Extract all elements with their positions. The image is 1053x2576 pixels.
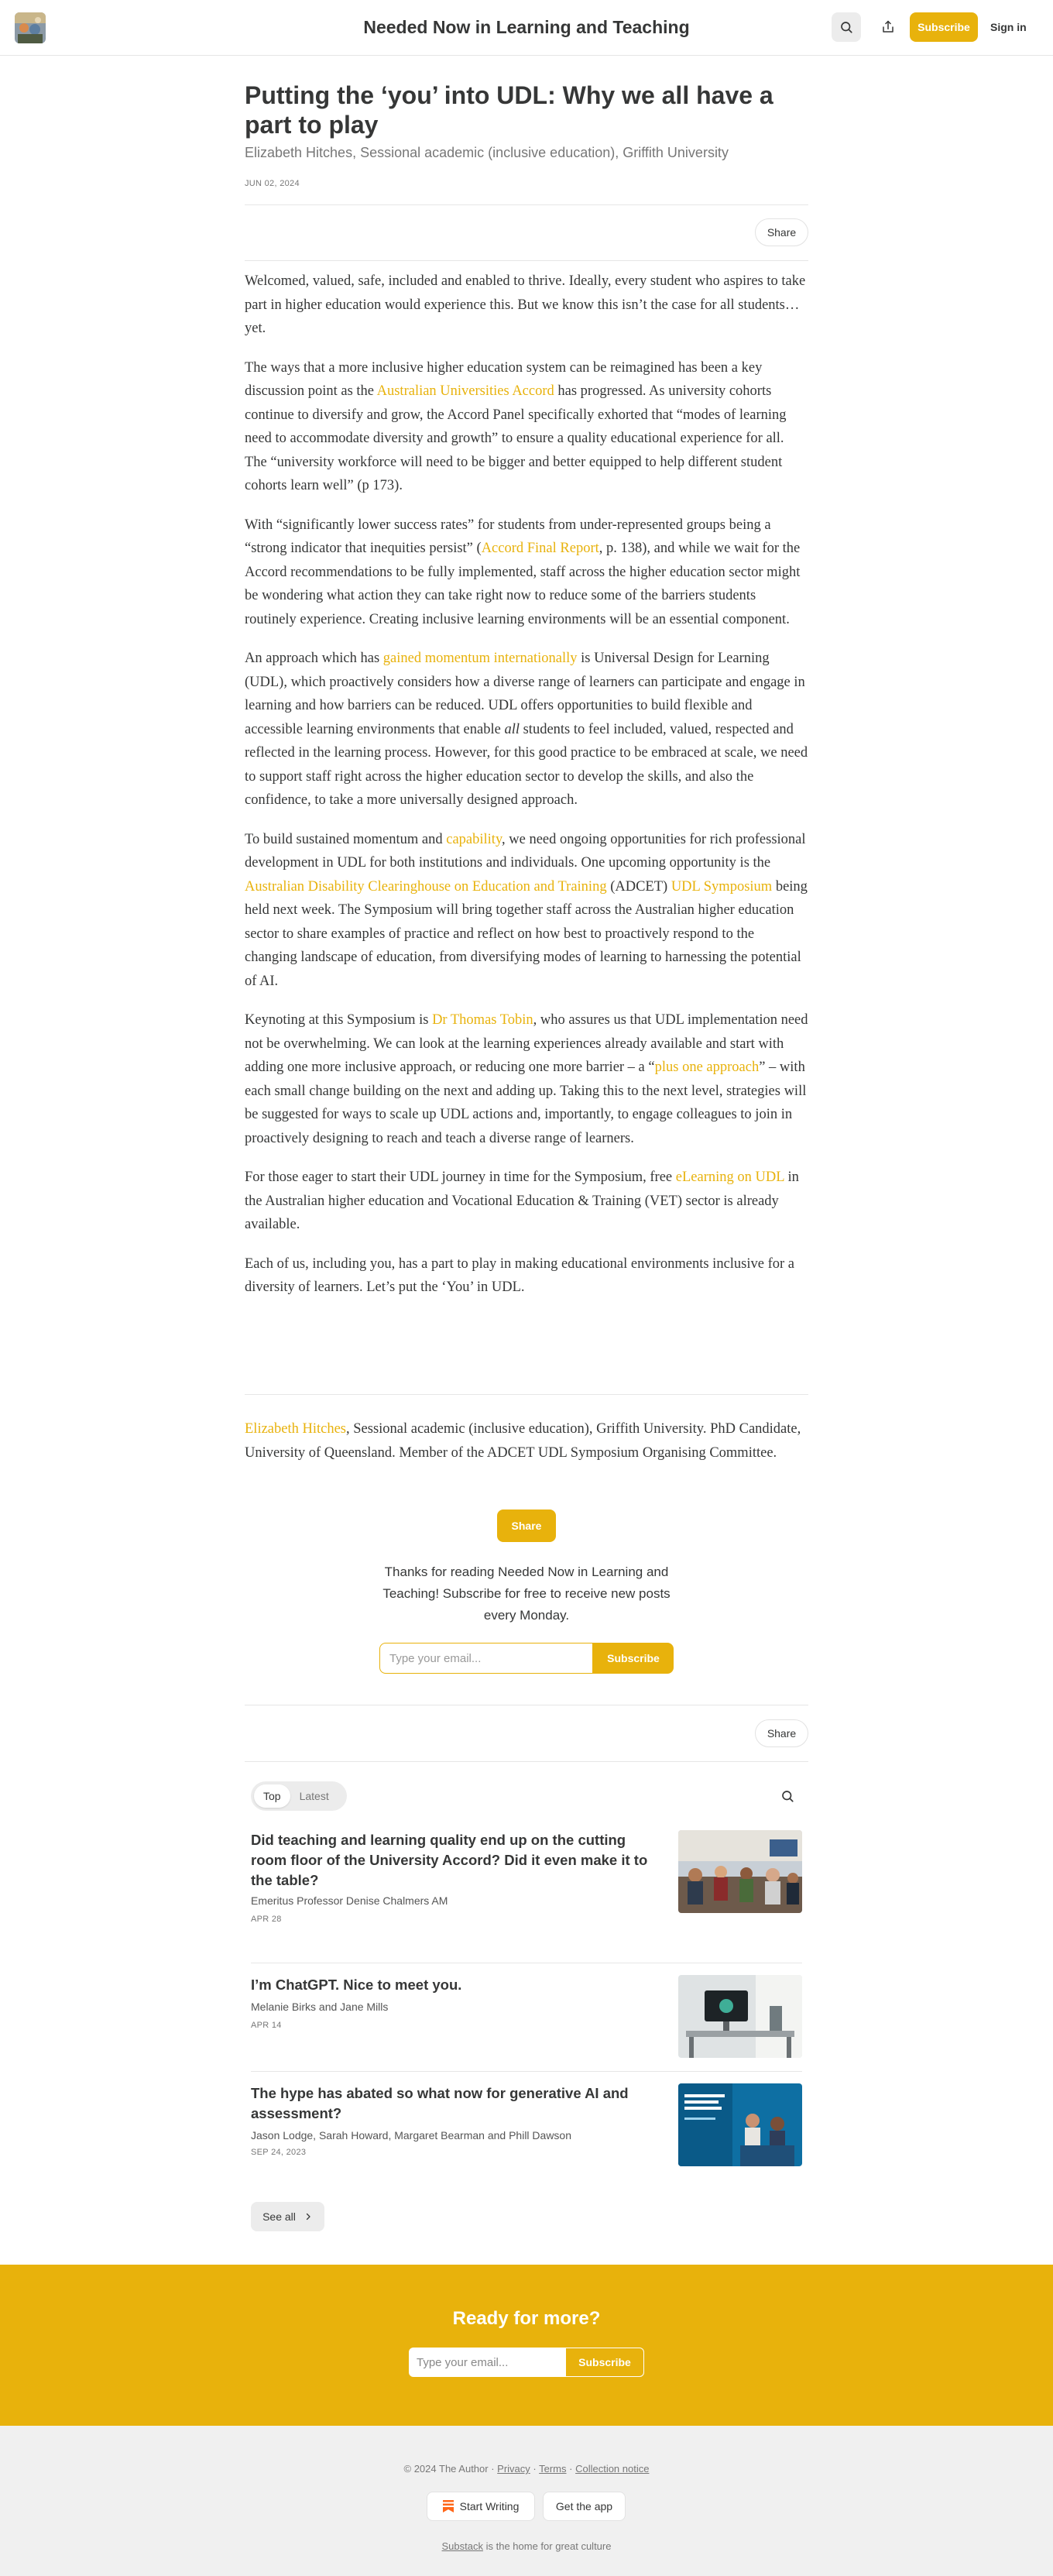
collection-notice-link[interactable]: Collection notice: [575, 2463, 650, 2475]
post-item-date: APR 28: [251, 1915, 282, 1924]
footer-links: © 2024 The Author · Privacy · Terms · Collection notice: [403, 2463, 650, 2475]
ready-for-more-banner: [0, 2265, 1053, 2426]
archive-share-button[interactable]: Share: [755, 1719, 808, 1747]
author-note: Elizabeth Hitches, Sessional academic (inclusive education), Griffith University. PhD Candidate, University of Queensland. Member of the ADCET UDL Symposium Organising Committee.: [245, 1421, 801, 1461]
footer-tagline: Substack is the home for great culture: [441, 2540, 612, 2552]
ready-subscribe-form: [409, 2348, 644, 2377]
subscribe-form: [379, 1643, 674, 1674]
archive-search-button[interactable]: [774, 1783, 801, 1809]
sign-in-link[interactable]: Sign in: [990, 21, 1027, 33]
get-the-app-button[interactable]: Get the app: [543, 2492, 626, 2521]
substack-icon: [443, 2500, 454, 2512]
post-body: [245, 270, 808, 1315]
see-all-button[interactable]: [251, 2202, 324, 2231]
post-item-date: SEP 24, 2023: [251, 2148, 307, 2157]
email-subscribe-button[interactable]: Subscribe: [593, 1643, 674, 1674]
search-icon: [839, 20, 853, 34]
subscribe-prompt: Thanks for reading Needed Now in Learning and Teaching! Subscribe for free to receive new posts every Monday.: [382, 1564, 671, 1623]
list-item[interactable]: [251, 2083, 802, 2166]
link-australian-universities-accord[interactable]: Australian Universities Accord: [376, 383, 554, 399]
paragraph: To build sustained momentum and capability, we need ongoing opportunities for rich professional development in UDL for both institutions and individuals. One upcoming opportunity is the Australian Disability Clearinghouse on Education and Training (ADCET) UDL Symposium being held next week. The Symposium will bring together staff across the Australian higher education sector to share examples of practice and reflect on how best to proactively respond to the changing landscape of education, from diversifying modes of learning to harnessing the potential of AI.: [245, 831, 808, 989]
link-udl-symposium[interactable]: UDL Symposium: [671, 878, 773, 895]
paragraph: An approach which has gained momentum internationally is Universal Design for Learning (UDL), which proactively considers how a diverse range of learners can participate and engage in learning and how barriers can be reduced. UDL offers opportunities to build flexible and accessible learning environments that enable all students to feel included, valued, respected and reflected in the learning process. However, for this good practice to be embraced at scale, we need to support staff right across the higher education sector to develop the skills, and also the confidence, to take a more universally designed approach.: [245, 651, 808, 808]
link-thomas-tobin[interactable]: Dr Thomas Tobin: [432, 1012, 533, 1028]
post-item-thumbnail[interactable]: [678, 1975, 802, 2058]
archive-tabs: [251, 1781, 347, 1811]
post-item-author: Emeritus Professor Denise Chalmers AM: [251, 1894, 448, 1907]
search-icon: [780, 1789, 794, 1803]
privacy-link[interactable]: Privacy: [497, 2463, 530, 2475]
footer: [0, 2426, 1053, 2576]
list-item[interactable]: [251, 1975, 802, 2058]
subscribe-button[interactable]: Subscribe: [910, 12, 978, 42]
paragraph: With “significantly lower success rates” for students from under-represented groups being a “strong indicator that inequities persist” (Accord Final Report, p. 138), and while we wait for the Accord recommendations to be fully implemented, staff across the higher education sector might be wondering what action they can take right now to reduce some of the barriers students routinely experience. Creating inclusive learning environments will be an essential component.: [245, 517, 801, 627]
copyright: © 2024 The Author: [403, 2463, 489, 2475]
post-subtitle: Elizabeth Hitches, Sessional academic (inclusive education), Griffith University: [245, 145, 729, 160]
start-writing-button[interactable]: [427, 2492, 535, 2521]
post-item-title[interactable]: Did teaching and learning quality end up on the cutting room floor of the University Accord? Did it even make it to the table?: [251, 1832, 648, 1888]
post-item-title[interactable]: The hype has abated so what now for generative AI and assessment?: [251, 2085, 629, 2121]
link-gained-momentum[interactable]: gained momentum internationally: [382, 651, 578, 666]
paragraph: For those eager to start their UDL journey in time for the Symposium, free eLearning on UDL in the Australian higher education and Vocational Education & Training (VET) sector is already available.: [245, 1170, 799, 1232]
divider: [245, 1394, 808, 1395]
divider: [245, 260, 808, 261]
share-button-primary[interactable]: Share: [497, 1510, 556, 1542]
post-share-button[interactable]: Share: [755, 218, 808, 246]
post-title: Putting the ‘you’ into UDL: Why we all have a part to play: [245, 81, 773, 139]
link-elearning-udl[interactable]: eLearning on UDL: [675, 1170, 784, 1185]
search-button[interactable]: [832, 12, 861, 42]
see-all-label: See all: [262, 2210, 296, 2223]
share-icon: [881, 20, 895, 34]
tab-latest[interactable]: Latest: [299, 1790, 329, 1802]
substack-link[interactable]: Substack: [441, 2540, 483, 2552]
divider: [251, 2071, 802, 2072]
ready-title: Ready for more?: [452, 2308, 601, 2329]
list-item[interactable]: [251, 1830, 802, 1924]
top-navigation-bar: [0, 0, 1053, 56]
terms-link[interactable]: Terms: [539, 2463, 567, 2475]
link-accord-final-report[interactable]: Accord Final Report: [481, 541, 599, 556]
paragraph: The ways that a more inclusive higher education system can be reimagined has been a key discussion point as the Australian Universities Accord has progressed. As university cohorts continue to diversify and grow, the Accord Panel specifically exhorted that “modes of learning need to accommodate diversity and growth” to ensure a quality educational experience for all. The “university workforce will need to be bigger and better equipped to help different student cohorts learn well” (p 173).: [245, 359, 787, 493]
paragraph: Welcomed, valued, safe, included and enabled to thrive. Ideally, every student who aspires to take part in higher education would experience this. But we know this isn’t the case for all students…yet.: [245, 273, 806, 336]
post-date: JUN 02, 2024: [245, 179, 300, 188]
author-link[interactable]: Elizabeth Hitches: [245, 1421, 346, 1437]
share-button[interactable]: [873, 12, 903, 42]
post-item-thumbnail[interactable]: [678, 2083, 802, 2166]
post-item-title[interactable]: I’m ChatGPT. Nice to meet you.: [251, 1977, 462, 1993]
paragraph: Keynoting at this Symposium is Dr Thomas Tobin, who assures us that UDL implementation need not be overwhelming. We can look at the learning experiences already available and start with adding one more inclusive approach, or reducing one more barrier – a “plus one approach” – with each small change building on the next and adding up. Taking this to the next level, strategies will be suggested for ways to scale up UDL actions and, importantly, to engage colleagues to join in proactively designing to reach and teach a diverse range of learners.: [245, 1012, 808, 1146]
start-writing-label: Start Writing: [459, 2500, 520, 2512]
link-plus-one-approach[interactable]: plus one approach: [654, 1060, 760, 1075]
link-adcet[interactable]: Australian Disability Clearinghouse on Education and Training: [245, 878, 607, 895]
ready-subscribe-button[interactable]: Subscribe: [565, 2348, 644, 2377]
divider: [245, 1761, 808, 1762]
post-item-author: Jason Lodge, Sarah Howard, Margaret Bearman and Phill Dawson: [251, 2129, 572, 2142]
link-capability[interactable]: capability: [446, 831, 502, 847]
email-input[interactable]: Type your email...: [379, 1643, 593, 1674]
site-title[interactable]: Needed Now in Learning and Teaching: [363, 17, 690, 37]
post-item-thumbnail[interactable]: [678, 1830, 802, 1913]
ready-email-input[interactable]: Type your email...: [409, 2348, 565, 2377]
divider: [245, 204, 808, 205]
post-item-date: APR 14: [251, 2021, 282, 2030]
post-item-author: Melanie Birks and Jane Mills: [251, 2001, 389, 2013]
paragraph: Each of us, including you, has a part to play in making educational environments inclusive for a diversity of learners. Let’s put the ‘You’ in UDL.: [245, 1255, 795, 1295]
tab-top[interactable]: Top: [254, 1784, 290, 1808]
chevron-right-icon: [304, 2212, 313, 2221]
